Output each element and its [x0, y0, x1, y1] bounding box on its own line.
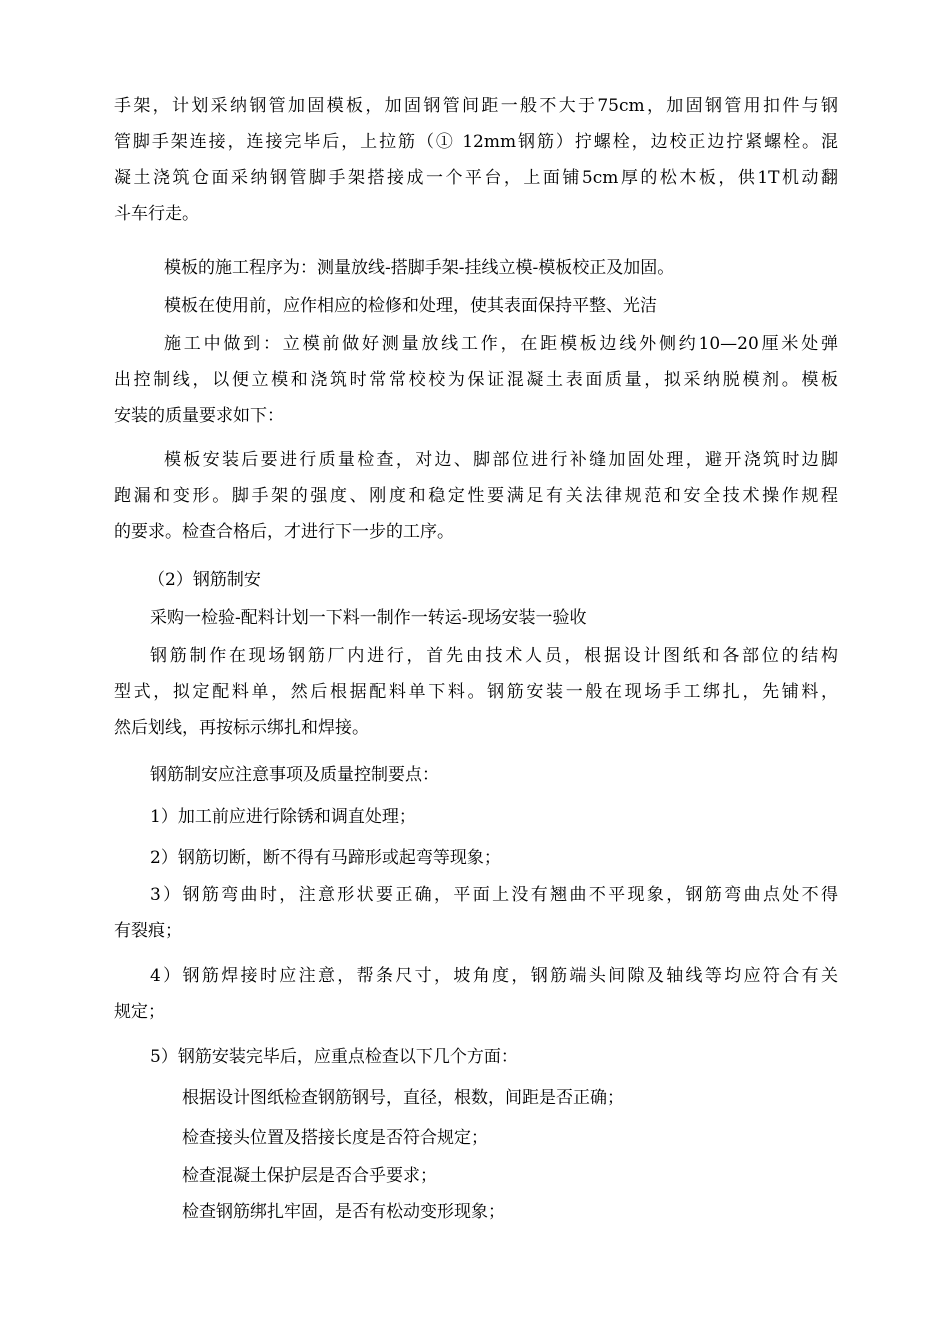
text-line: 出控制线，以便立模和浇筑时常常校校为保证混凝土表面质量，拟采纳脱模剂。模板	[114, 370, 838, 390]
text-line: 斗车行走。	[114, 204, 199, 224]
list-item-3	[114, 877, 838, 949]
text-line: 规定；	[114, 1002, 165, 1022]
text-line: 凝土浇筑仓面采纳钢管脚手架搭接成一个平台，上面铺5cm厚的松木板，供1T机动翻	[114, 168, 838, 188]
paragraph-formwork-reinforcement	[114, 88, 838, 232]
text-line: 的要求。检查合格后，才进行下一步的工序。	[114, 522, 454, 542]
check-item-joint-position: 检查接头位置及搭接长度是否符合规定；	[182, 1128, 488, 1148]
text-line: 手架，计划采纳钢管加固模板，加固钢管间距一般不大于75cm，加固钢管用扣件与钢	[114, 96, 838, 116]
list-item-1: 1）加工前应进行除锈和调直处理；	[150, 807, 416, 827]
paragraph-rebar-workflow: 采购一检验-配料计划一下料一制作一转运-现场安装一验收	[150, 608, 587, 628]
text-line: 施工中做到：立模前做好测量放线工作，在距模板边线外侧约10—20厘米处弹	[164, 334, 838, 354]
paragraph-construction-requirements	[114, 326, 838, 434]
text-line: 模板安装后要进行质量检查，对边、脚部位进行补缝加固处理，避开浇筑时边脚	[164, 450, 838, 470]
list-item-4	[114, 958, 838, 1030]
text-line: 跑漏和变形。脚手架的强度、刚度和稳定性要满足有关法律规范和安全技术操作规程	[114, 486, 838, 506]
section-heading-rebar: （2）钢筋制安	[148, 570, 261, 590]
text-line: 管脚手架连接，连接完毕后，上拉筋（① 12mm钢筋）拧螺栓，边校正边拧紧螺栓。混	[114, 132, 838, 152]
paragraph-rebar-fabrication	[114, 638, 838, 746]
text-line: 型式，拟定配料单，然后根据配料单下料。钢筋安装一般在现场手工绑扎，先铺料，	[114, 682, 838, 702]
paragraph-formwork-procedure: 模板的施工程序为：测量放线-搭脚手架-挂线立模-模板校正及加固。	[164, 258, 675, 278]
list-item-2: 2）钢筋切断，断不得有马蹄形或起弯等现象；	[150, 848, 501, 868]
text-line: 钢筋制作在现场钢筋厂内进行，首先由技术人员，根据设计图纸和各部位的结构	[150, 646, 838, 666]
check-item-concrete-cover: 检查混凝土保护层是否合乎要求；	[182, 1166, 437, 1186]
text-line: 有裂痕；	[114, 921, 182, 941]
text-line: 4）钢筋焊接时应注意，帮条尺寸，坡角度，钢筋端头间隙及轴线等均应符合有关	[150, 966, 838, 986]
text-line: 3）钢筋弯曲时，注意形状要正确，平面上没有翘曲不平现象，钢筋弯曲点处不得	[150, 885, 838, 905]
list-item-5: 5）钢筋安装完毕后，应重点检查以下几个方面：	[150, 1047, 518, 1067]
text-line: 安装的质量要求如下：	[114, 406, 284, 426]
check-item-binding-firmness: 检查钢筋绑扎牢固，是否有松动变形现象；	[182, 1202, 505, 1222]
paragraph-quality-inspection	[114, 442, 838, 550]
text-line: 然后划线，再按标示绑扎和焊接。	[114, 718, 369, 738]
check-item-rebar-spec: 根据设计图纸检查钢筋钢号，直径，根数，间距是否正确；	[182, 1088, 624, 1108]
paragraph-formwork-maintenance: 模板在使用前，应作相应的检修和处理，使其表面保持平整、光洁	[164, 296, 657, 316]
paragraph-rebar-notes: 钢筋制安应注意事项及质量控制要点：	[150, 765, 439, 785]
